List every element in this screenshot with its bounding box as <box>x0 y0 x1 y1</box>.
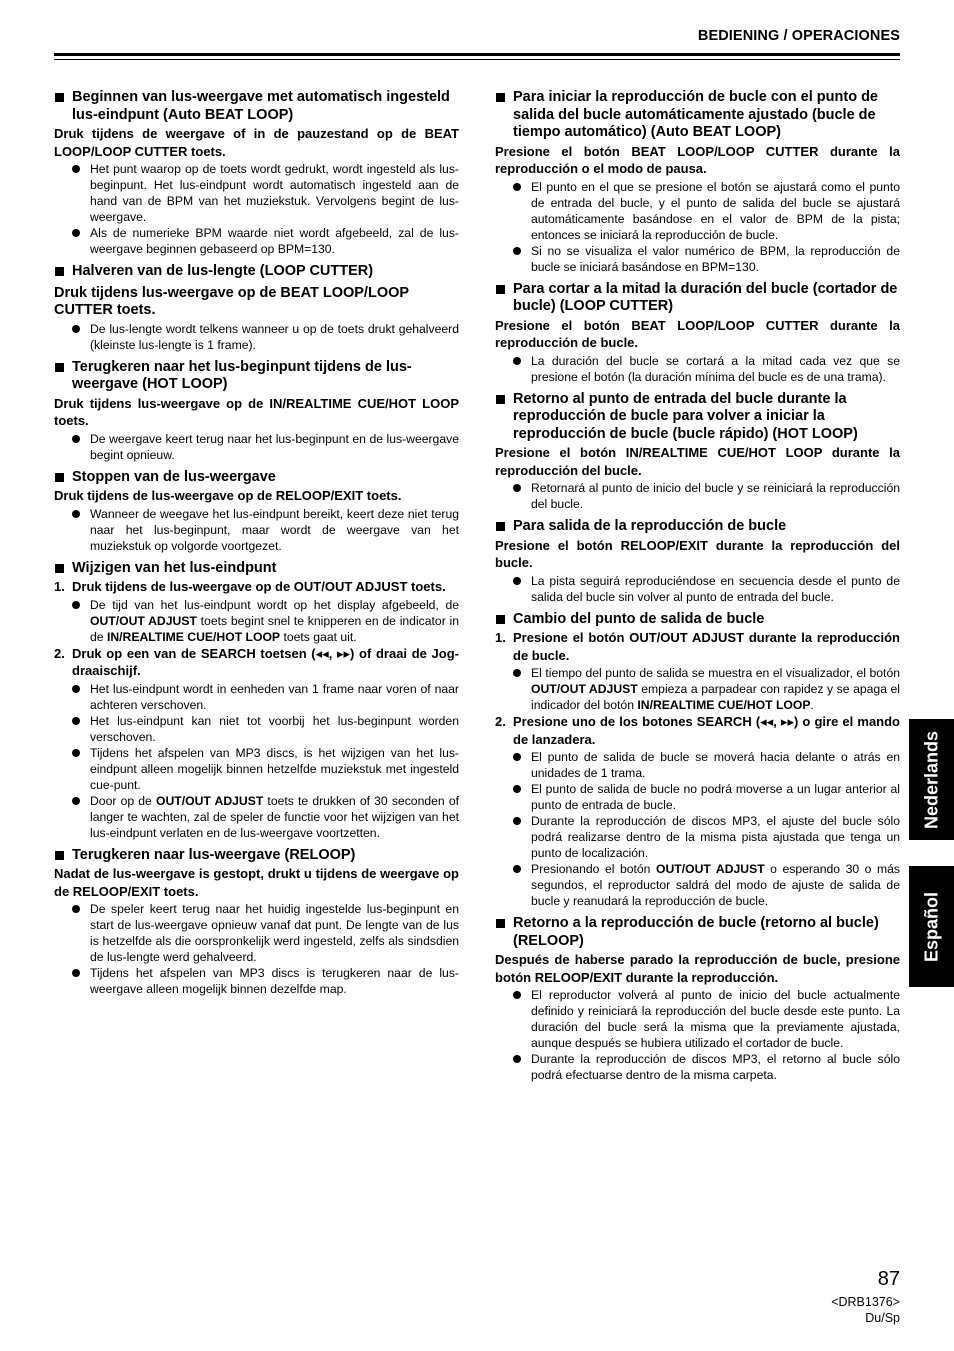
list-item: La pista seguirá reproduciéndose en secuencia desde el punto de salida del bucle sin volver al punto de entrada del bucle. <box>495 573 900 605</box>
list-item: De tijd van het lus-eindpunt wordt op het display afgebeeld, de OUT/OUT ADJUST toets begint snel te knipperen en de indicator in de IN/REALTIME CUE/HOT LOOP toets gaat uit. <box>54 597 459 645</box>
section-heading: Para salida de la reproducción de bucle <box>495 518 900 536</box>
list-item: Het punt waarop op de toets wordt gedrukt, wordt ingesteld als lus-beginpunt. Het lus-eindpunt wordt automatisch ingesteld aan de hand van de BPM van het muziekstuk. Vervolgens begint de lus-weergave. <box>54 161 459 225</box>
square-bullet-icon <box>496 522 505 531</box>
square-bullet-icon <box>496 93 505 102</box>
list-item: Durante la reproducción de discos MP3, el retorno al bucle sólo podrá efectuarse dentro de la misma carpeta. <box>495 1051 900 1083</box>
instruction: Después de haberse parado la reproducción de bucle, presione botón RELOOP/EXIT durante la reproducción. <box>495 952 900 985</box>
list-item: De weergave keert terug naar het lus-beginpunt en de lus-weergave begint opnieuw. <box>54 431 459 463</box>
header-rule-thick <box>54 53 900 56</box>
square-bullet-icon <box>496 615 505 624</box>
square-bullet-icon <box>496 919 505 928</box>
section-exit-loop-es <box>495 518 900 605</box>
list-item: De speler keert terug naar het huidig ingestelde lus-beginpunt en start de lus-weergave opnieuw vanaf dat punt. De lengte van de lus is hetzelfde als die oorspronkelijk werd ingesteld, zelfs als sindsdien de lus-lengte werd gehalveerd. <box>54 901 459 965</box>
step-1: 1. Druk tijdens de lus-weergave op de OUT/OUT ADJUST toets. <box>54 579 446 594</box>
list-item: El punto de salida de bucle se moverá hacia delante o atrás en unidades de 1 trama. <box>495 749 900 781</box>
instruction: Druk tijdens lus-weergave op de IN/REALTIME CUE/HOT LOOP toets. <box>54 395 459 428</box>
list-item: Durante la reproducción de discos MP3, el ajuste del bucle sólo podrá realizarse dentro de la misma pista ajustada que tenga un punto de localización. <box>495 813 900 861</box>
instruction: Druk tijdens lus-weergave op de BEAT LOOP/LOOP CUTTER toets. <box>54 284 409 318</box>
section-heading: Halveren van de lus-lengte (LOOP CUTTER) <box>54 263 459 281</box>
section-auto-beat-loop-nl <box>54 89 459 257</box>
square-bullet-icon <box>55 267 64 276</box>
section-reloop-nl <box>54 847 459 998</box>
section-loop-out-adjust-nl <box>54 560 459 841</box>
square-bullet-icon <box>55 93 64 102</box>
list-item: Si no se visualiza el valor numérico de BPM, la reproducción de bucle se iniciará basándose en BPM=130. <box>495 243 900 275</box>
square-bullet-icon <box>55 851 64 860</box>
list-item: Het lus-eindpunt wordt in eenheden van 1 frame naar voren of naar achteren verschoven. <box>54 681 459 713</box>
instruction: Presione el botón IN/REALTIME CUE/HOT LOOP durante la reproducción del bucle. <box>495 445 900 478</box>
list-item: El punto en el que se presione el botón se ajustará como el punto de entrada del bucle, y el punto de salida del bucle se ajustará automáticamente basándose en el valor de BPM de la pista; entonces se iniciará la reproducción de bucle. <box>495 179 900 243</box>
list-item: Retornará al punto de inicio del bucle y se reiniciará la reproducción del bucle. <box>495 480 900 512</box>
section-heading: Stoppen van de lus-weergave <box>54 469 459 487</box>
list-item: El reproductor volverá al punto de inicio del bucle actualmente definido y reiniciará la reproducción del bucle desde este punto. La duración del bucle será la misma que la previamente ajustada, aunque después se hubiera utilizado el cortador de bucle. <box>495 987 900 1051</box>
instruction: Presione el botón BEAT LOOP/LOOP CUTTER durante la reproducción o el modo de pausa. <box>495 143 900 176</box>
list-item: Wanneer de weegave het lus-eindpunt bereikt, keert deze niet terug naar het lus-beginpunt, maar wordt de weergave van het muziekstuk op volgorde voortgezet. <box>54 506 459 554</box>
column-nederlands <box>54 89 459 1003</box>
section-heading: Wijzigen van het lus-eindpunt <box>54 560 459 578</box>
page-header-title: BEDIENING / OPERACIONES <box>697 28 900 44</box>
instruction: Presione el botón RELOOP/EXIT durante la reproducción del bucle. <box>495 537 900 570</box>
square-bullet-icon <box>55 363 64 372</box>
section-loop-out-adjust-es <box>495 611 900 910</box>
instruction: Druk tijdens de lus-weergave op de RELOOP/EXIT toets. <box>54 488 402 503</box>
list-item: Het lus-eindpunt kan niet tot voorbij het lus-beginpunt worden verschoven. <box>54 713 459 745</box>
step-1: 1. Presione el botón OUT/OUT ADJUST durante la reproducción de bucle. <box>495 630 900 663</box>
square-bullet-icon <box>55 564 64 573</box>
list-item: Door op de OUT/OUT ADJUST toets te drukken of 30 seconden of langer te wachten, zal de speler de functie voor het wijzigen van het lus-eindpunt verlaten en de lus-weergave voortzetten. <box>54 793 459 841</box>
language-tab-nederlands: Nederlands <box>909 719 954 840</box>
section-loop-cutter-es <box>495 281 900 385</box>
list-item: Tijdens het afspelen van MP3 discs, is het wijzigen van het lus-eindpunt alleen mogelijk binnen hetzelfde muziekstuk met ingesteld cue-punt. <box>54 745 459 793</box>
language-tab-espanol: Español <box>909 866 954 987</box>
section-heading: Retorno al punto de entrada del bucle durante la reproducción de bucle para volver a iniciar la reproducción de bucle (bucle rápido) (HOT LOOP) <box>495 391 900 444</box>
square-bullet-icon <box>55 473 64 482</box>
header-rule-thin <box>54 59 900 60</box>
section-heading: Beginnen van lus-weergave met automatisch ingesteld lus-eindpunt (Auto BEAT LOOP) <box>54 89 459 124</box>
section-heading: Retorno a la reproducción de bucle (retorno al bucle) (RELOOP) <box>495 915 900 950</box>
document-code: <DRB1376> Du/Sp <box>831 1295 900 1325</box>
list-item: El punto de salida de bucle no podrá moverse a un lugar anterior al punto de entrada de bucle. <box>495 781 900 813</box>
section-loop-cutter-nl <box>54 263 459 353</box>
instruction: Nadat de lus-weergave is gestopt, drukt u tijdens de weergave op de RELOOP/EXIT toets. <box>54 866 459 899</box>
section-heading: Cambio del punto de salida de bucle <box>495 611 900 629</box>
list-item: Tijdens het afspelen van MP3 discs is terugkeren naar de lus-weergave alleen mogelijk binnen dezelfde map. <box>54 965 459 997</box>
step-2: 2. Presione uno de los botones SEARCH (◂◂, ▸▸) o gire el mando de lanzadera. <box>495 714 900 747</box>
list-item: De lus-lengte wordt telkens wanneer u op de toets drukt gehalveerd (kleinste lus-lengte is 1 frame). <box>54 321 459 353</box>
square-bullet-icon <box>496 285 505 294</box>
list-item: Presionando el botón OUT/OUT ADJUST o esperando 30 o más segundos, el reproductor saldrá del modo de ajuste de salida de bucle y reanudará la reproducción de bucle. <box>495 861 900 909</box>
section-auto-beat-loop-es <box>495 89 900 275</box>
section-heading: Para cortar a la mitad la duración del bucle (cortador de bucle) (LOOP CUTTER) <box>495 281 900 316</box>
instruction: Druk tijdens de weergave of in de pauzestand op de BEAT LOOP/LOOP CUTTER toets. <box>54 126 459 159</box>
square-bullet-icon <box>496 395 505 404</box>
section-heading: Terugkeren naar lus-weergave (RELOOP) <box>54 847 459 865</box>
section-stop-loop-nl <box>54 469 459 554</box>
column-espanol <box>495 89 900 1089</box>
instruction: Presione el botón BEAT LOOP/LOOP CUTTER durante la reproducción de bucle. <box>495 317 900 350</box>
list-item: El tiempo del punto de salida se muestra en el visualizador, el botón OUT/OUT ADJUST empieza a parpadear con rapidez y se apaga el indicador del botón IN/REALTIME CUE/HOT LOOP. <box>495 665 900 713</box>
list-item: La duración del bucle se cortará a la mitad cada vez que se presione el botón (la duración mínima del bucle es de una trama). <box>495 353 900 385</box>
step-2: 2. Druk op een van de SEARCH toetsen (◂◂, ▸▸) of draai de Jog-draaischijf. <box>54 645 459 678</box>
section-hot-loop-es <box>495 391 900 513</box>
page-number: 87 <box>877 1268 900 1290</box>
section-heading: Terugkeren naar het lus-beginpunt tijdens de lus-weergave (HOT LOOP) <box>54 359 459 394</box>
list-item: Als de numerieke BPM waarde niet wordt afgebeeld, zal de lus-weergave beginnen gebaseerd op BPM=130. <box>54 225 459 257</box>
section-reloop-es <box>495 915 900 1083</box>
section-heading: Para iniciar la reproducción de bucle con el punto de salida del bucle automáticamente ajustado (bucle de tiempo automático) (Auto BEAT LOOP) <box>495 89 900 142</box>
section-hot-loop-nl <box>54 359 459 463</box>
